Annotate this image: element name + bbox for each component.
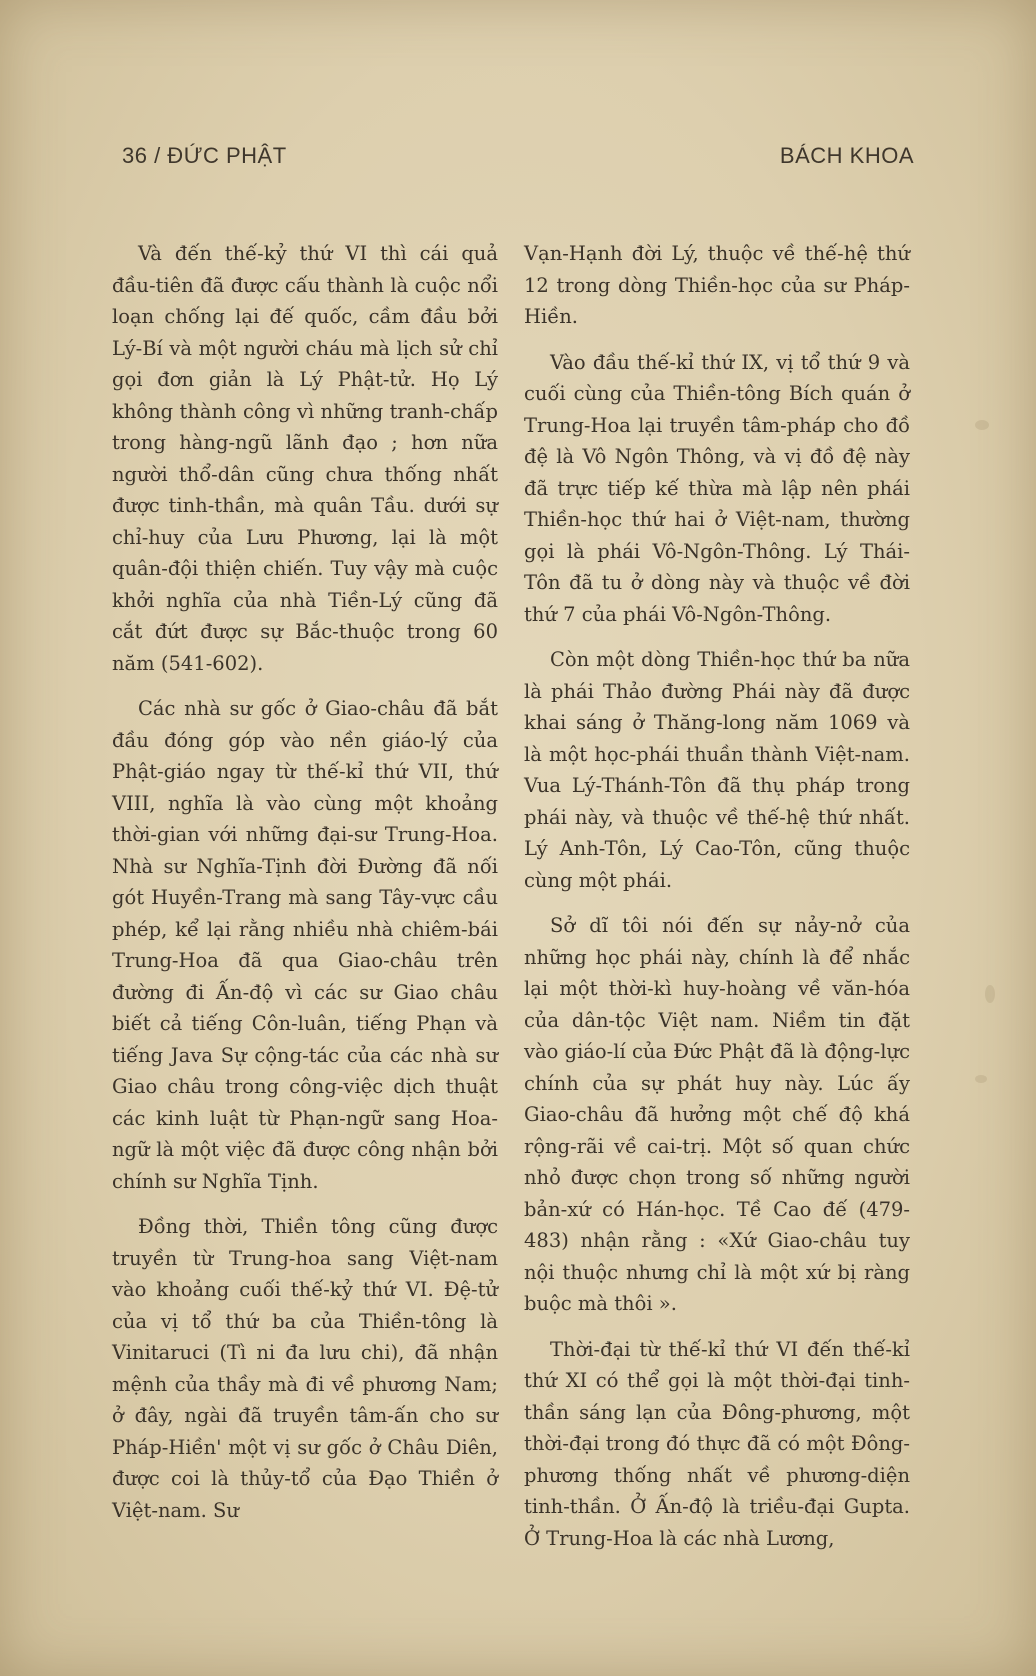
paragraph: Vào đầu thế-kỉ thứ IX, vị tổ thứ 9 và cuối cùng của Thiền-tông Bích quán ở Trung-Hoa lại truyền tâm-pháp cho đồ đệ là Vô Ngôn Thông, và vị đồ đệ này đã trực tiếp kế thừa mà lập nên phái Thiền-học thứ hai ở Việt-nam, thường gọi là phái Vô-Ngôn-Thông. Lý Thái-Tôn đã tu ở dòng này và thuộc về đời thứ 7 của phái Vô-Ngôn-Thông. [524, 350, 910, 626]
paragraph: Các nhà sư gốc ở Giao-châu đã bắt đầu đóng góp vào nền giáo-lý của Phật-giáo ngay từ thế-kỉ thứ VII, thứ VIII, nghĩa là vào cùng một khoảng thời-gian với những đại-sư Trung-Hoa. Nhà sư Nghĩa-Tịnh đời Đường đã nối gót Huyền-Trang mà sang Tây-vực cầu phép, kể lại rằng nhiều nhà chiêm-bái Trung-Hoa đã qua Giao-châu trên đường đi Ấn-độ vì các sư Giao châu biết cả tiếng Côn-luân, tiếng Phạn và tiếng Java Sự cộng-tác của các nhà sư Giao châu trong công-việc dịch thuật các kinh luật từ Phạn-ngữ sang Hoa-ngữ là một việc đã được công nhận bởi chính sư Nghĩa Tịnh. [112, 697, 498, 1193]
paragraph: Thời-đại từ thế-kỉ thứ VI đến thế-kỉ thứ XI có thể gọi là một thời-đại tinh-thần sáng lạn của Đông-phương, một thời-đại trong đó thực đã có một Đông-phương thống nhất về phương-diện tinh-thần. Ở Ấn-độ là triều-đại Gupta. Ở Trung-Hoa là các nhà Lương, [524, 1337, 910, 1550]
paragraph: Còn một dòng Thiền-học thứ ba nữa là phái Thảo đường Phái này đã được khai sáng ở Thăng-long năm 1069 và là một học-phái thuần thành Việt-nam. Vua Lý-Thánh-Tôn đã thụ pháp trong phái này, và thuộc về thế-hệ thứ nhất. Lý Anh-Tôn, Lý Cao-Tôn, cũng thuộc cùng một phái. [524, 648, 910, 892]
running-header [122, 143, 914, 177]
paragraph: Đồng thời, Thiền tông cũng được truyền từ Trung-hoa sang Việt-nam vào khoảng cuối thế-kỷ thứ VI. Đệ-tử của vị tổ thứ ba của Thiền-tông là Vinitaruci (Tì ni đa lưu chi), đã nhận mệnh của thầy mà đi về phương Nam; ở đây, ngài đã truyền tâm-ấn cho sư Pháp-Hiền' một vị sư gốc ở Châu Diên, được coi là thủy-tổ của Đạo Thiền ở Việt-nam. Sư [112, 1215, 498, 1522]
paper-stain [985, 985, 995, 1003]
paper-stain [975, 420, 989, 430]
paragraph: Sở dĩ tôi nói đến sự nảy-nở của những học phái này, chính là để nhắc lại một thời-kì huy-hoàng về văn-hóa của dân-tộc Việt nam. Niềm tin đặt vào giáo-lí của Đức Phật đã là động-lực chính của sự phát huy này. Lúc ấy Giao-châu đã hưởng một chế độ khá rộng-rãi về cai-trị. Một số quan chức nhỏ được chọn trong số những người bản-xứ có Hán-học. Tề Cao đế (479-483) nhận rằng : «Xứ Giao-châu tuy nội thuộc nhưng chỉ là một xứ bị ràng buộc mà thôi ». [524, 914, 910, 1315]
publication-name: BÁCH KHOA [779, 143, 914, 168]
paragraph-continued: Vạn-Hạnh đời Lý, thuộc về thế-hệ thứ 12 trong dòng Thiền-học của sư Pháp-Hiền. [524, 242, 910, 328]
page-number-and-title: 36 / ĐỨC PHẬT [122, 143, 287, 168]
right-text-column [524, 238, 910, 1568]
left-text-column [112, 238, 498, 1540]
paper-stain [975, 1075, 987, 1083]
paragraph: Và đến thế-kỷ thứ VI thì cái quả đầu-tiên đã được cấu thành là cuộc nổi loạn chống lại đế quốc, cầm đầu bởi Lý-Bí và một người cháu mà lịch sử chỉ gọi đơn giản là Lý Phật-tử. Họ Lý không thành công vì những tranh-chấp trong hàng-ngũ lãnh đạo ; hơn nữa người thổ-dân cũng chưa thống nhất được tinh-thần, mà quân Tầu. dưới sự chỉ-huy của Lưu Phương, lại là một quân-đội thiện chiến. Tuy vậy mà cuộc khởi nghĩa của nhà Tiền-Lý cũng đã cắt đứt được sự Bắc-thuộc trong 60 năm (541-602). [112, 242, 498, 675]
